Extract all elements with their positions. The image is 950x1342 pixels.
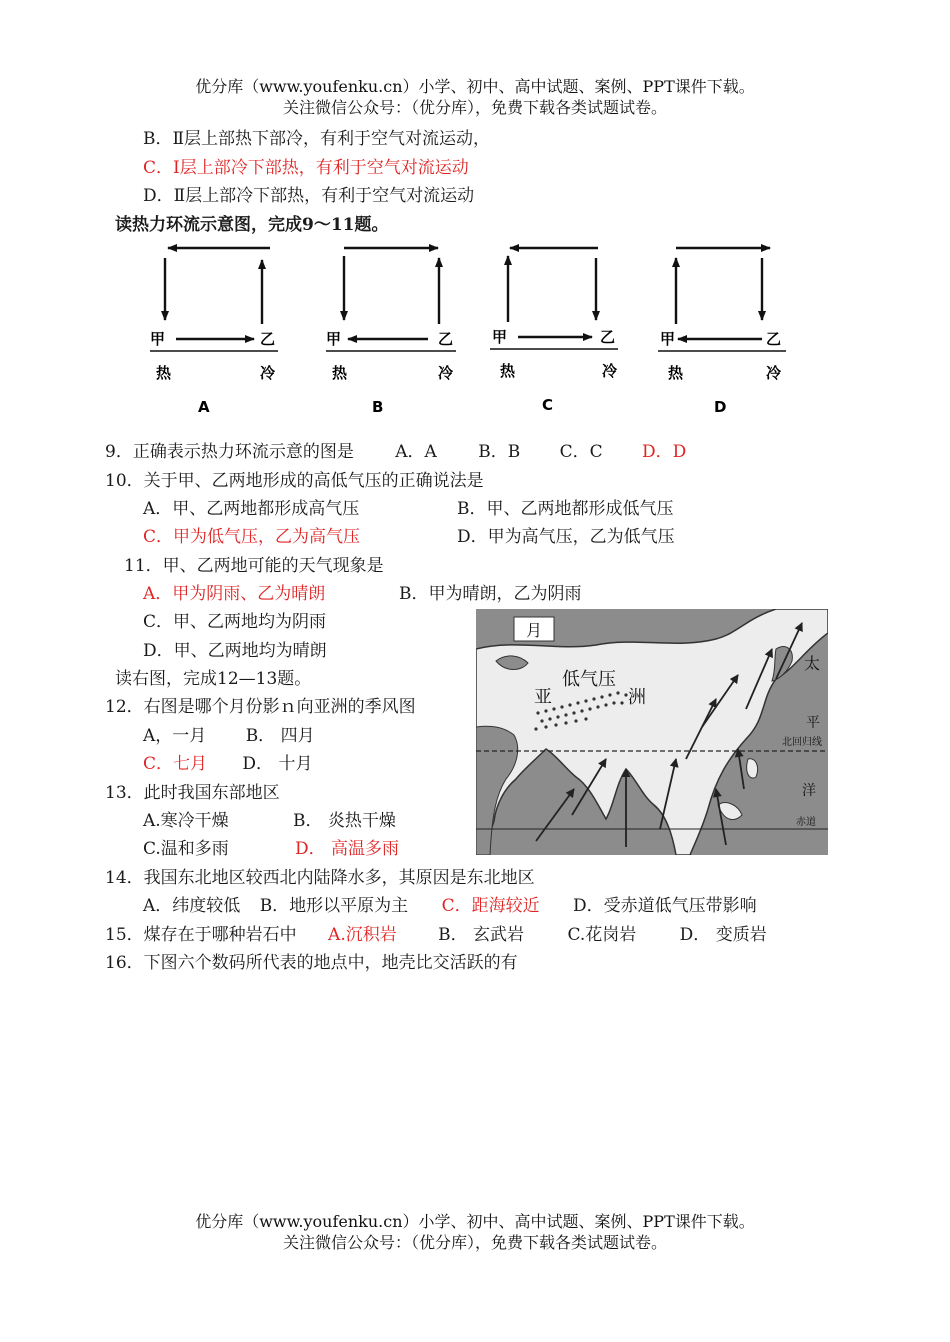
panel-c-right-label: 乙 — [600, 328, 616, 346]
panel-a-cold-label: 冷 — [260, 364, 276, 382]
prev-option-c: C．Ⅰ层上部冷下部热，有利于空气对流运动 — [143, 158, 469, 178]
panel-c-hot-label: 热 — [500, 362, 516, 380]
q14-option-b: B．地形以平原为主 — [259, 896, 409, 916]
header-line-1: 优分库（www.youfenku.cn）小学、初中、高中试题、案例、PPT课件下载。 — [195, 77, 755, 96]
circulation-panel-c — [490, 248, 618, 414]
q14-option-c: C．距海较近 — [441, 896, 540, 916]
circulation-intro: 读热力环流示意图，完成9～11题。 — [115, 215, 389, 235]
q9-option-d: D．D — [642, 442, 687, 462]
circulation-panel-b — [326, 248, 456, 416]
footer-line-1: 优分库（www.youfenku.cn）小学、初中、高中试题、案例、PPT课件下载。 — [195, 1212, 755, 1231]
map-pacific-label-1: 太 — [804, 654, 821, 673]
q15-option-a: A.沉积岩 — [328, 925, 397, 945]
q15-line — [105, 924, 767, 946]
q14-option-d: D．受赤道低气压带影响 — [573, 896, 757, 916]
q9-option-b: B．B — [478, 442, 521, 462]
panel-a-right-label: 乙 — [260, 330, 276, 348]
panel-d-left-label: 甲 — [660, 330, 676, 348]
panel-b-right-label: 乙 — [438, 330, 454, 348]
q11-option-b: B．甲为晴朗，乙为阴雨 — [399, 584, 582, 604]
q14-option-a: A．纬度较低 — [143, 896, 241, 916]
prev-option-b: B．Ⅱ层上部热下部冷，有利于空气对流运动， — [143, 129, 491, 149]
q11-option-a: A．甲为阴雨、乙为晴朗 — [143, 584, 326, 604]
panel-b-hot-label: 热 — [332, 364, 348, 382]
q13-option-a: A.寒冷干燥 — [143, 811, 229, 831]
q10-stem: 10．关于甲、乙两地形成的高低气压的正确说法是 — [105, 471, 484, 491]
panel-c-left-label: 甲 — [492, 328, 508, 346]
q12-option-a: A，一月 — [143, 726, 207, 746]
map-low-pressure-label: 低气压 — [562, 669, 616, 690]
panel-a-letter: A — [198, 398, 210, 416]
q10-option-a: A．甲、乙两地都形成高气压 — [143, 499, 360, 519]
map-tropic-label: 北回归线 — [782, 737, 822, 748]
q15-option-b: B． 玄武岩 — [438, 925, 525, 945]
map-equator-label: 赤道 — [796, 817, 816, 828]
map-intro: 读右图，完成12—13题。 — [115, 669, 312, 689]
footer-line-2: 关注微信公众号：（优分库），免费下载各类试题试卷。 — [282, 1233, 667, 1252]
q9-line — [105, 441, 686, 463]
panel-d-right-label: 乙 — [766, 330, 782, 348]
q15-option-c: C.花岗岩 — [567, 925, 637, 945]
panel-d-cold-label: 冷 — [766, 364, 782, 382]
q12-stem: 12．右图是哪个月份影ｎ向亚洲的季风图 — [105, 697, 416, 717]
q11-option-d: D．甲、乙两地均为晴朗 — [143, 641, 327, 661]
q12-options-row-2 — [143, 753, 312, 775]
circulation-panel-d — [658, 248, 786, 416]
map-asia-label-1: 亚 — [534, 687, 552, 708]
prev-option-d: D．Ⅱ层上部冷下部热，有利于空气对流运动 — [143, 186, 475, 206]
q11-option-c: C．甲、乙两地均为阴雨 — [143, 612, 327, 632]
q10-option-d: D．甲为高气压，乙为低气压 — [457, 527, 675, 547]
panel-c-cold-label: 冷 — [602, 362, 618, 380]
panel-d-hot-label: 热 — [668, 364, 684, 382]
q13-option-d: D． 高温多雨 — [295, 839, 400, 859]
q13-option-b: B． 炎热干燥 — [293, 811, 396, 831]
panel-b-left-label: 甲 — [326, 330, 342, 348]
asia-monsoon-map — [476, 609, 828, 855]
q16-stem: 16．下图六个数码所代表的地点中，地壳比交活跃的有 — [105, 953, 518, 973]
q12-options-row-1 — [143, 725, 315, 747]
panel-c-letter: C — [542, 396, 554, 414]
map-pacific-label-3: 洋 — [802, 783, 816, 799]
q9-option-a: A．A — [395, 442, 437, 462]
q12-option-c: C．七月 — [143, 754, 208, 774]
q11-stem: 11．甲、乙两地可能的天气现象是 — [124, 556, 384, 576]
q14-stem: 14．我国东北地区较西北内陆降水多，其原因是东北地区 — [105, 868, 535, 888]
q9-option-c: C．C — [559, 442, 603, 462]
q15-option-d: D． 变质岩 — [679, 925, 767, 945]
q9-stem: 9．正确表示热力环流示意的图是 — [105, 442, 354, 462]
q12-option-b: B． 四月 — [245, 726, 315, 746]
panel-b-cold-label: 冷 — [438, 364, 454, 382]
header-line-2: 关注微信公众号：（优分库），免费下载各类试题试卷。 — [282, 98, 667, 117]
map-pacific-label-2: 平 — [806, 715, 820, 731]
circulation-panel-a — [150, 248, 278, 416]
map-month-label: 月 — [526, 621, 543, 640]
panel-b-letter: B — [372, 398, 384, 416]
q15-stem: 15．煤存在于哪种岩石中 — [105, 925, 297, 945]
panel-a-hot-label: 热 — [156, 364, 172, 382]
thermal-circulation-figure — [120, 236, 810, 426]
q10-option-c: C．甲为低气压，乙为高气压 — [143, 527, 361, 547]
q13-stem: 13．此时我国东部地区 — [105, 783, 280, 803]
q13-option-c: C.温和多雨 — [143, 839, 229, 859]
q12-option-d: D． 十月 — [242, 754, 313, 774]
panel-d-letter: D — [714, 398, 727, 416]
map-asia-label-2: 洲 — [628, 687, 646, 708]
q14-options — [143, 895, 757, 917]
q10-option-b: B．甲、乙两地都形成低气压 — [457, 499, 674, 519]
panel-a-left-label: 甲 — [150, 330, 166, 348]
